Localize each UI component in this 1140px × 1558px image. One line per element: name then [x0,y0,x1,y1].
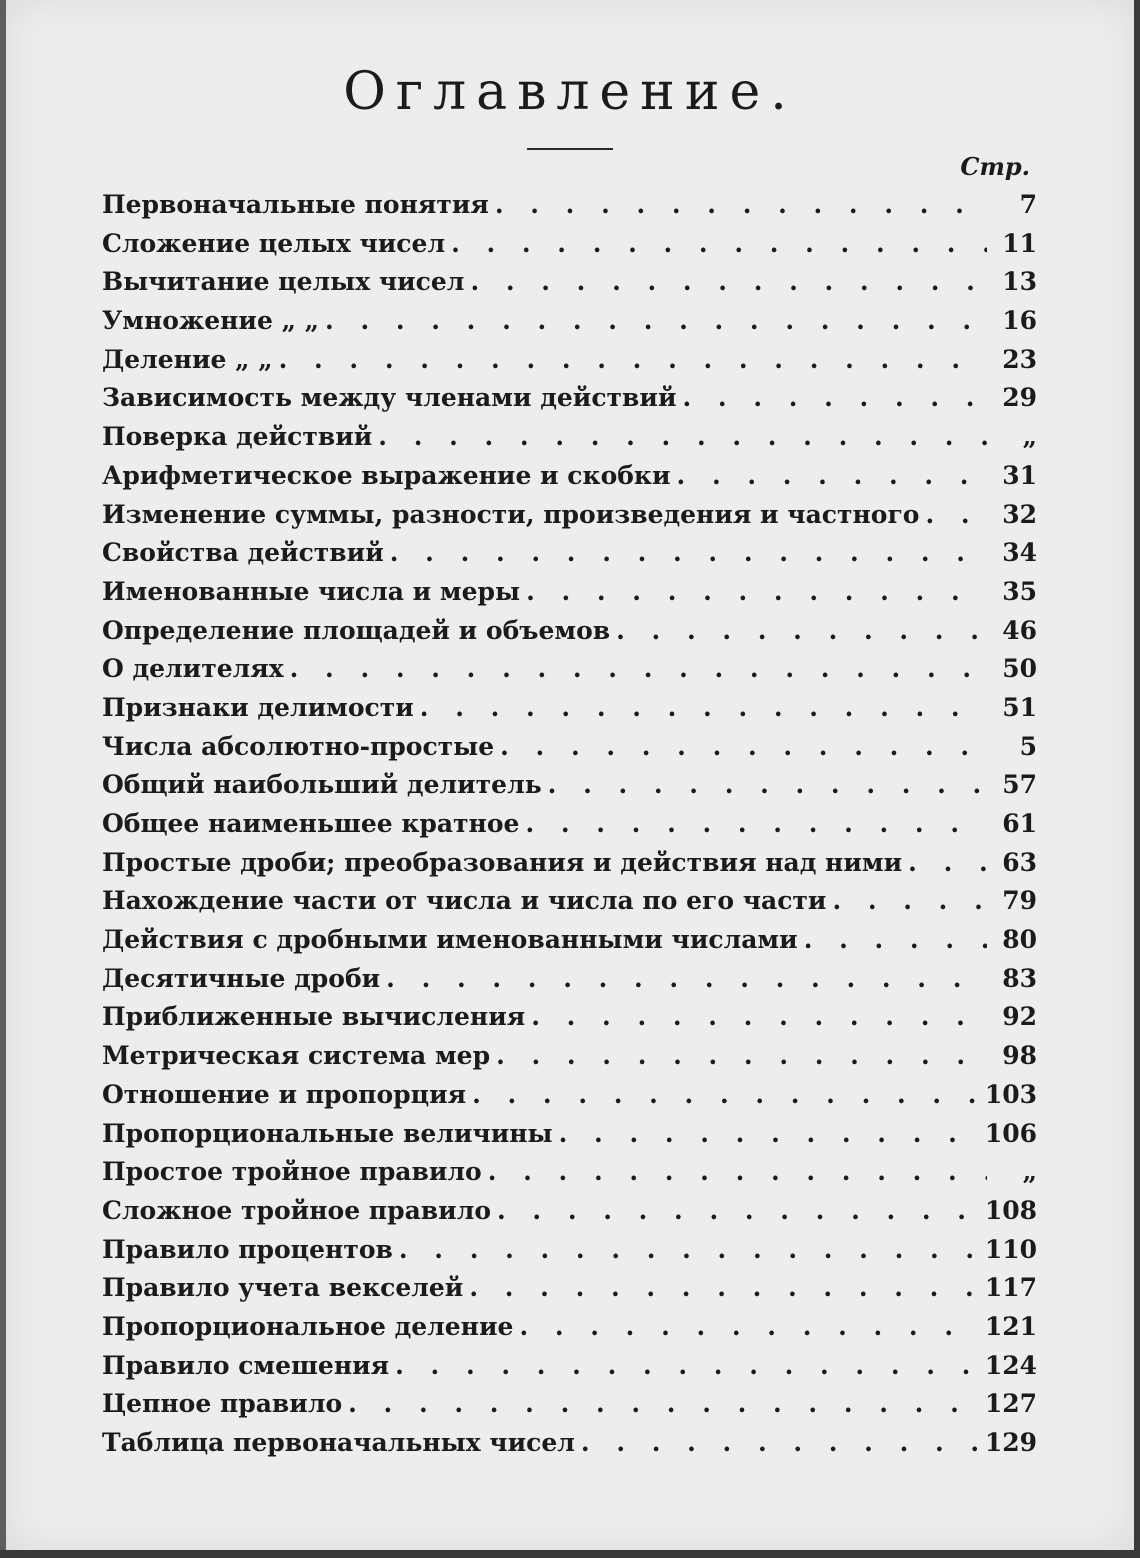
dot-leader [488,1157,987,1186]
toc-entry-page: 83 [1002,963,1037,993]
page-title: Оглавление. [343,62,797,122]
dot-leader [519,1312,978,1341]
toc-entry-page: 80 [1002,925,1037,955]
toc-entry [102,345,1037,384]
toc-entry-page: 11 [1002,228,1037,258]
scan-edge-bottom [0,1550,1140,1558]
toc-entry [102,383,1037,422]
toc-entry [102,461,1037,500]
dot-leader [325,306,987,335]
toc-entry [102,500,1037,539]
dot-leader [386,964,987,993]
toc-entry-title: Нахождение части от числа и числа по его части [102,886,827,916]
toc-entry [102,1041,1037,1080]
toc-entry-page: 32 [1002,499,1037,529]
toc-entry-title: Правило процентов [102,1234,393,1264]
toc-entry [102,1196,1037,1235]
toc-entry [102,306,1037,345]
toc-entry-title: Пропорциональные величины [102,1118,553,1148]
toc-entry-page: 5 [1019,731,1037,761]
toc-entry-title: Вычитание целых чисел [102,267,465,297]
dot-leader [500,732,987,761]
toc-entry-title: Числа абсолютно-простые [102,731,495,761]
dot-leader [279,345,987,374]
toc-entry-title: Отношение и пропорция [102,1079,467,1109]
dot-leader [531,1002,987,1031]
toc-entry-page: 23 [1002,344,1037,374]
toc-entry-page: 117 [984,1273,1037,1303]
toc-entry [102,267,1037,306]
dot-leader [399,1235,979,1264]
toc-entry-title: Сложное тройное правило [102,1195,491,1225]
toc-entry [102,654,1037,693]
dot-leader [348,1389,979,1418]
toc-entry-title: Арифметическое выражение и скобки [102,460,671,490]
toc-entry [102,1389,1037,1428]
dot-leader [495,190,987,219]
toc-entry-page: 31 [1002,460,1037,490]
toc-entry [102,538,1037,577]
toc-entry-title: Правило смешения [102,1350,390,1380]
dot-leader [832,886,987,915]
toc-entry-page: 129 [984,1428,1037,1457]
toc-entry-title: Изменение суммы, разности, произведения и частного [102,499,920,529]
toc-entry [102,190,1037,229]
toc-entry-page: 34 [1002,538,1037,568]
toc-entry-title: Действия с дробными именованными числами [102,925,798,955]
toc-entry-title: Первоначальные понятия [102,190,489,219]
dot-leader [526,577,987,606]
toc-entry [102,1002,1037,1041]
toc-entry-title: Умножение „ „ [102,306,320,336]
dot-leader [451,229,987,258]
dot-leader [683,383,988,412]
toc-entry-title: Правило учета векселей [102,1273,464,1303]
toc-entry [102,809,1037,848]
toc-entry-title: Цепное правило [102,1389,343,1419]
toc-entry-page: 13 [1002,267,1037,297]
toc-entry [102,886,1037,925]
toc-entry-title: Десятичные дроби [102,963,381,993]
toc-entry-page: „ [1022,1157,1037,1187]
toc-entry-page: 46 [1002,615,1037,645]
toc-entry-title: Поверка действий [102,422,373,452]
toc-entry-page: 35 [1002,576,1037,606]
dot-leader [925,500,987,529]
toc-entry-page: 127 [984,1389,1037,1419]
dot-leader [616,616,987,645]
toc-entry-page: 121 [984,1311,1037,1341]
dot-leader [804,925,987,954]
toc-entry-page: 79 [1002,886,1037,916]
toc-entry [102,925,1037,964]
dot-leader [497,1196,979,1225]
toc-entry-page: 98 [1002,1041,1037,1071]
toc-entry-page: 61 [1002,809,1037,838]
toc-entry [102,964,1037,1003]
toc-entry-page: 92 [1002,1002,1037,1032]
dot-leader [395,1351,979,1380]
dot-leader [290,654,987,683]
dot-leader [908,848,987,877]
title-divider [527,148,613,150]
table-of-contents [102,190,1037,1467]
toc-entry [102,1080,1037,1119]
toc-entry-title: Общее наименьшее кратное [102,809,520,838]
dot-leader [470,267,987,296]
toc-entry [102,1235,1037,1274]
scan-edge-right [1134,0,1140,1558]
toc-entry-page: 16 [1002,306,1037,336]
toc-entry [102,848,1037,887]
toc-entry-title: Признаки делимости [102,692,414,722]
toc-entry-title: Метрическая система мер [102,1041,491,1071]
dot-leader [677,461,987,490]
dot-leader [581,1428,979,1457]
toc-entry [102,1157,1037,1196]
toc-entry-page: 108 [984,1195,1037,1225]
toc-entry-page: 7 [1019,190,1037,219]
toc-entry-page: 106 [984,1118,1037,1148]
toc-entry-title: Общий наибольший делитель [102,770,542,800]
toc-entry-page: 103 [984,1079,1037,1109]
toc-entry-page: 63 [1002,847,1037,877]
toc-entry-title: Таблица первоначальных чисел [102,1428,575,1457]
toc-entry [102,1119,1037,1158]
toc-entry-title: Простые дроби; преобразования и действия над ними [102,847,903,877]
dot-leader [469,1273,978,1302]
dot-leader [472,1080,979,1109]
toc-entry-title: Простое тройное правило [102,1157,482,1187]
toc-entry-page: „ [1022,422,1037,452]
toc-entry [102,1428,1037,1467]
toc-entry-title: Зависимость между членами действий [102,383,677,413]
toc-entry-title: Именованные числа и меры [102,576,521,606]
toc-entry-title: Сложение целых чисел [102,228,446,258]
toc-entry-page: 29 [1002,383,1037,413]
dot-leader [559,1119,979,1148]
dot-leader [390,538,987,567]
toc-entry-title: Определение площадей и объемов [102,615,611,645]
toc-entry [102,770,1037,809]
toc-entry [102,1351,1037,1390]
dot-leader [420,693,987,722]
toc-entry [102,229,1037,268]
toc-entry [102,1273,1037,1312]
toc-entry [102,577,1037,616]
toc-entry-title: О делителях [102,654,284,684]
page-column-label: Стр. [960,152,1030,181]
toc-entry-page: 57 [1002,770,1037,800]
toc-entry-page: 50 [1002,654,1037,684]
toc-entry-title: Деление „ „ [102,344,273,374]
toc-entry-page: 51 [1002,692,1037,722]
dot-leader [496,1041,987,1070]
toc-entry [102,616,1037,655]
dot-leader [525,809,987,838]
toc-entry-title: Приближенные вычисления [102,1002,526,1032]
toc-entry-title: Свойства действий [102,538,384,568]
toc-entry [102,1312,1037,1351]
toc-entry-title: Пропорциональное деление [102,1311,514,1341]
toc-entry [102,422,1037,461]
dot-leader [548,770,987,799]
toc-entry [102,693,1037,732]
toc-entry-page: 124 [984,1350,1037,1380]
dot-leader [378,422,987,451]
toc-entry [102,732,1037,771]
toc-entry-page: 110 [984,1234,1037,1264]
